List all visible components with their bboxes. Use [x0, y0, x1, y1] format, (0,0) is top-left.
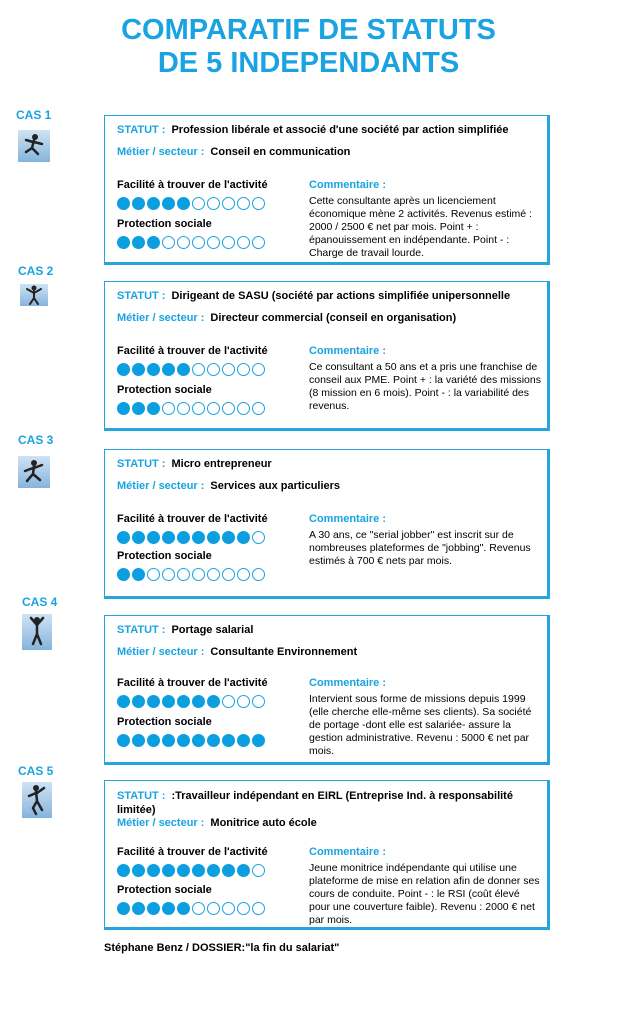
- rating-dot-empty: [192, 236, 205, 249]
- rating-dot-empty: [252, 695, 265, 708]
- page-title: [0, 14, 617, 80]
- rating-dot-filled: [132, 402, 145, 415]
- rating-dot-filled: [162, 902, 175, 915]
- rating-dot-empty: [222, 568, 235, 581]
- rating-dot-filled: [162, 864, 175, 877]
- metier-value: Directeur commercial (conseil en organisation): [210, 312, 457, 324]
- rating-dot-filled: [177, 531, 190, 544]
- facilite-rating: [117, 363, 267, 376]
- rating-dot-filled: [162, 695, 175, 708]
- case-label: CAS 3: [18, 433, 54, 447]
- commentaire-heading: Commentaire :: [309, 846, 387, 858]
- rating-dot-filled: [147, 734, 160, 747]
- rating-dot-empty: [252, 197, 265, 210]
- protection-label: Protection sociale: [117, 550, 212, 562]
- rating-dot-filled: [147, 363, 160, 376]
- commentaire-heading: Commentaire :: [309, 513, 387, 525]
- rating-dot-filled: [177, 734, 190, 747]
- facilite-label: Facilité à trouver de l'activité: [117, 345, 268, 357]
- rating-dot-filled: [132, 864, 145, 877]
- rating-dot-filled: [117, 402, 130, 415]
- jumping-person-icon: [20, 284, 48, 306]
- case-card: [104, 115, 550, 265]
- rating-dot-filled: [147, 902, 160, 915]
- rating-dot-filled: [177, 695, 190, 708]
- rating-dot-filled: [147, 864, 160, 877]
- rating-dot-filled: [147, 236, 160, 249]
- metier-row: [117, 817, 317, 829]
- rating-dot-filled: [222, 864, 235, 877]
- rating-dot-filled: [207, 695, 220, 708]
- statut-key: STATUT :: [117, 790, 166, 802]
- rating-dot-filled: [207, 864, 220, 877]
- metier-key: Métier / secteur :: [117, 646, 205, 658]
- statut-row: [117, 789, 543, 817]
- rating-dot-filled: [222, 531, 235, 544]
- metier-value: Monitrice auto école: [210, 817, 317, 829]
- case-card: [104, 615, 550, 765]
- rating-dot-filled: [117, 531, 130, 544]
- rating-dot-empty: [207, 236, 220, 249]
- rating-dot-filled: [132, 363, 145, 376]
- commentaire-text: Cette consultante après un licenciement économique mène 2 activités. Revenus estimé : 2000 / 2500 € net par mois. Point + : épanouissement en indépendante. Point - : Charge de travail lourde.: [309, 195, 532, 259]
- rating-dot-empty: [207, 568, 220, 581]
- rating-dot-filled: [192, 864, 205, 877]
- rating-dot-empty: [222, 363, 235, 376]
- rating-dot-filled: [132, 568, 145, 581]
- rating-dot-empty: [192, 568, 205, 581]
- title-line-2: DE 5 INDEPENDANTS: [157, 47, 460, 79]
- rating-dot-filled: [147, 197, 160, 210]
- rating-dot-empty: [222, 902, 235, 915]
- jumping-person-icon: [18, 130, 50, 162]
- rating-dot-filled: [147, 531, 160, 544]
- statut-key: STATUT :: [117, 290, 166, 302]
- rating-dot-empty: [192, 402, 205, 415]
- jumping-person-icon: [22, 782, 52, 818]
- commentaire-heading: Commentaire :: [309, 677, 387, 689]
- metier-row: [117, 312, 456, 324]
- facilite-label: Facilité à trouver de l'activité: [117, 677, 268, 689]
- rating-dot-empty: [177, 568, 190, 581]
- facilite-rating: [117, 197, 267, 210]
- metier-row: [117, 480, 340, 492]
- rating-dot-filled: [177, 363, 190, 376]
- rating-dot-filled: [117, 864, 130, 877]
- rating-dot-empty: [252, 902, 265, 915]
- rating-dot-filled: [117, 695, 130, 708]
- rating-dot-filled: [192, 734, 205, 747]
- case-card: [104, 449, 550, 599]
- rating-dot-filled: [117, 902, 130, 915]
- rating-dot-empty: [237, 902, 250, 915]
- rating-dot-empty: [222, 402, 235, 415]
- metier-key: Métier / secteur :: [117, 146, 205, 158]
- facilite-rating: [117, 864, 267, 877]
- commentaire-heading: Commentaire :: [309, 345, 387, 357]
- commentaire-text: Ce consultant a 50 ans et a pris une franchise de conseil aux PME. Point + : la variété des missions (8 mission en 6 mois). Point - : la variabilité des revenus.: [309, 361, 541, 412]
- rating-dot-empty: [237, 197, 250, 210]
- metier-key: Métier / secteur :: [117, 312, 205, 324]
- protection-rating: [117, 734, 267, 747]
- case-label: CAS 1: [16, 108, 52, 122]
- rating-dot-filled: [132, 902, 145, 915]
- rating-dot-empty: [237, 402, 250, 415]
- statut-row: [117, 624, 253, 636]
- rating-dot-empty: [147, 568, 160, 581]
- rating-dot-filled: [132, 197, 145, 210]
- rating-dot-filled: [177, 864, 190, 877]
- statut-key: STATUT :: [117, 124, 166, 136]
- rating-dot-empty: [207, 902, 220, 915]
- rating-dot-empty: [207, 363, 220, 376]
- rating-dot-empty: [222, 197, 235, 210]
- rating-dot-filled: [147, 402, 160, 415]
- rating-dot-filled: [162, 197, 175, 210]
- rating-dot-filled: [222, 734, 235, 747]
- rating-dot-empty: [222, 695, 235, 708]
- facilite-label: Facilité à trouver de l'activité: [117, 179, 268, 191]
- jumping-person-icon: [18, 456, 50, 488]
- case-card: [104, 281, 550, 431]
- case-label: CAS 4: [22, 595, 58, 609]
- rating-dot-filled: [132, 734, 145, 747]
- statut-value: Micro entrepreneur: [171, 458, 272, 470]
- rating-dot-empty: [252, 864, 265, 877]
- rating-dot-filled: [117, 734, 130, 747]
- rating-dot-empty: [237, 695, 250, 708]
- rating-dot-empty: [192, 902, 205, 915]
- commentaire-text: Intervient sous forme de missions depuis 1999 (elle cherche elle-même ses clients). Sa société de portage -dont elle est salariée- assure la gestion administrative. Revenu : 5000 € net par mois.: [309, 693, 532, 757]
- rating-dot-empty: [207, 197, 220, 210]
- rating-dot-empty: [252, 236, 265, 249]
- case-label: CAS 5: [18, 764, 54, 778]
- protection-label: Protection sociale: [117, 716, 212, 728]
- rating-dot-empty: [192, 363, 205, 376]
- rating-dot-filled: [132, 531, 145, 544]
- rating-dot-filled: [177, 902, 190, 915]
- rating-dot-filled: [117, 236, 130, 249]
- statut-row: [117, 290, 510, 302]
- rating-dot-empty: [162, 236, 175, 249]
- protection-rating: [117, 568, 267, 581]
- facilite-label: Facilité à trouver de l'activité: [117, 513, 268, 525]
- protection-rating: [117, 402, 267, 415]
- rating-dot-filled: [207, 531, 220, 544]
- protection-label: Protection sociale: [117, 884, 212, 896]
- statut-row: [117, 124, 508, 136]
- rating-dot-empty: [252, 402, 265, 415]
- commentaire-text: A 30 ans, ce "serial jobber" est inscrit sur de nombreuses plateformes de "jobbing". Revenus estimés à 700 € nets par mois.: [309, 529, 531, 567]
- rating-dot-filled: [162, 363, 175, 376]
- facilite-label: Facilité à trouver de l'activité: [117, 846, 268, 858]
- rating-dot-empty: [252, 363, 265, 376]
- rating-dot-empty: [177, 236, 190, 249]
- metier-value: Consultante Environnement: [210, 646, 358, 658]
- rating-dot-empty: [177, 402, 190, 415]
- title-line-1: COMPARATIF DE STATUTS: [121, 14, 496, 46]
- rating-dot-filled: [162, 734, 175, 747]
- commentaire-heading: Commentaire :: [309, 179, 387, 191]
- rating-dot-filled: [237, 734, 250, 747]
- rating-dot-filled: [252, 734, 265, 747]
- rating-dot-empty: [162, 402, 175, 415]
- protection-label: Protection sociale: [117, 384, 212, 396]
- rating-dot-filled: [237, 531, 250, 544]
- statut-value: Dirigeant de SASU (société par actions simplifiée unipersonnelle: [171, 290, 511, 302]
- metier-row: [117, 646, 357, 658]
- statut-key: STATUT :: [117, 458, 166, 470]
- rating-dot-filled: [192, 531, 205, 544]
- rating-dot-filled: [177, 197, 190, 210]
- statut-key: STATUT :: [117, 624, 166, 636]
- rating-dot-filled: [117, 197, 130, 210]
- rating-dot-filled: [117, 363, 130, 376]
- protection-rating: [117, 902, 267, 915]
- rating-dot-filled: [147, 695, 160, 708]
- case-card: [104, 780, 550, 930]
- statut-value: Portage salarial: [171, 624, 254, 636]
- rating-dot-empty: [222, 236, 235, 249]
- jumping-person-icon: [22, 614, 52, 650]
- case-label: CAS 2: [18, 264, 54, 278]
- rating-dot-filled: [192, 695, 205, 708]
- metier-key: Métier / secteur :: [117, 817, 205, 829]
- rating-dot-filled: [132, 695, 145, 708]
- rating-dot-filled: [132, 236, 145, 249]
- rating-dot-empty: [237, 363, 250, 376]
- rating-dot-empty: [252, 531, 265, 544]
- rating-dot-empty: [237, 236, 250, 249]
- facilite-rating: [117, 531, 267, 544]
- metier-value: Services aux particuliers: [210, 480, 341, 492]
- commentaire-text: Jeune monitrice indépendante qui utilise une plateforme de mise en relation afin de donner ses cours de conduite. Point - : le RSI (coût élevé pour une couverture faible). Revenu : 2000 € net par mois.: [309, 862, 540, 926]
- facilite-rating: [117, 695, 267, 708]
- footer-credit: Stéphane Benz / DOSSIER:"la fin du salariat": [104, 942, 340, 954]
- statut-value: :Travailleur indépendant en EIRL (Entreprise Ind. à responsabilité limitée): [117, 790, 513, 816]
- metier-value: Conseil en communication: [210, 146, 351, 158]
- rating-dot-filled: [237, 864, 250, 877]
- protection-rating: [117, 236, 267, 249]
- rating-dot-empty: [207, 402, 220, 415]
- rating-dot-empty: [237, 568, 250, 581]
- rating-dot-filled: [207, 734, 220, 747]
- statut-row: [117, 458, 272, 470]
- rating-dot-empty: [252, 568, 265, 581]
- rating-dot-filled: [117, 568, 130, 581]
- rating-dot-empty: [192, 197, 205, 210]
- statut-value: Profession libérale et associé d'une société par action simplifiée: [171, 124, 509, 136]
- rating-dot-filled: [162, 531, 175, 544]
- metier-row: [117, 146, 350, 158]
- protection-label: Protection sociale: [117, 218, 212, 230]
- metier-key: Métier / secteur :: [117, 480, 205, 492]
- rating-dot-empty: [162, 568, 175, 581]
